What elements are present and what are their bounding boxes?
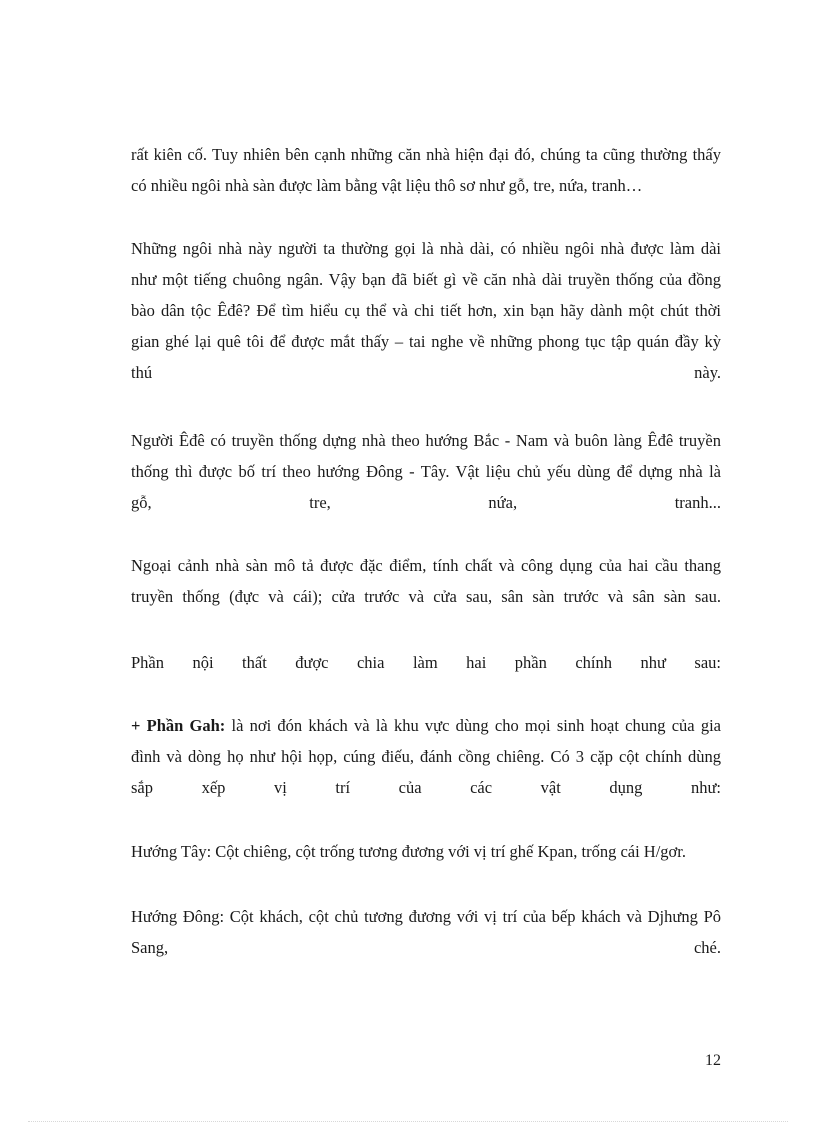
para-7 — [131, 836, 721, 867]
bold-lead: + Phần Gah: — [131, 716, 226, 735]
text-line: Phần nội thất được chia làm hai phần chính như sau: — [131, 653, 721, 672]
para-6 — [131, 710, 721, 803]
text-line: Hướng Tây: Cột chiêng, cột trống tương đương với vị trí ghế Kpan, trống cái H/gơr. — [131, 842, 686, 861]
footer-divider — [28, 1121, 788, 1122]
text-line: Người Êđê có truyền thống dựng nhà theo hướng Bắc - Nam và buôn làng Êđê truyền — [131, 431, 721, 450]
para-8 — [131, 901, 721, 963]
text-run: là nơi đón khách và là khu vực dùng cho mọi sinh hoạt chung của gia — [225, 716, 721, 735]
para-5 — [131, 647, 721, 678]
text-line: Sang, ché. — [131, 938, 721, 957]
text-line: rất kiên cố. Tuy nhiên bên cạnh những căn nhà hiện đại đó, chúng ta cũng thường thấy — [131, 145, 721, 164]
page-number: 12 — [705, 1052, 721, 1069]
text-line: thống thì được bố trí theo hướng Đông - Tây. Vật liệu chủ yếu dùng để dựng nhà là — [131, 462, 721, 481]
para-2 — [131, 233, 721, 388]
text-line: gỗ, tre, nứa, tranh... — [131, 493, 721, 512]
para-1 — [131, 139, 721, 201]
text-line: Những ngôi nhà này người ta thường gọi là nhà dài, có nhiều ngôi nhà được làm dài — [131, 239, 721, 258]
para-4 — [131, 550, 721, 612]
text-line: đình và dòng họ như hội họp, cúng điếu, đánh cồng chiêng. Có 3 cặp cột chính dùng — [131, 747, 721, 766]
text-line — [131, 710, 721, 741]
text-line: bào dân tộc Êđê? Để tìm hiểu cụ thể và chi tiết hơn, xin bạn hãy dành một chút thời — [131, 301, 721, 320]
para-3 — [131, 425, 721, 518]
text-line: Ngoại cảnh nhà sàn mô tả được đặc điểm, tính chất và công dụng của hai cầu thang — [131, 556, 721, 575]
text-line: sắp xếp vị trí của các vật dụng như: — [131, 778, 721, 797]
text-line: gian ghé lại quê tôi để được mắt thấy – tai nghe về những phong tục tập quán đầy kỳ — [131, 332, 721, 351]
text-line: như một tiếng chuông ngân. Vậy bạn đã biết gì về căn nhà dài truyền thống của đồng — [131, 270, 721, 289]
text-line: truyền thống (đực và cái); cửa trước và cửa sau, sân sàn trước và sân sàn sau. — [131, 587, 721, 606]
text-line: Hướng Đông: Cột khách, cột chủ tương đương với vị trí của bếp khách và Djhưng Pô — [131, 907, 721, 926]
text-line: thú này. — [131, 363, 721, 382]
text-line: có nhiều ngôi nhà sàn được làm bằng vật liệu thô sơ như gỗ, tre, nứa, tranh… — [131, 176, 643, 195]
